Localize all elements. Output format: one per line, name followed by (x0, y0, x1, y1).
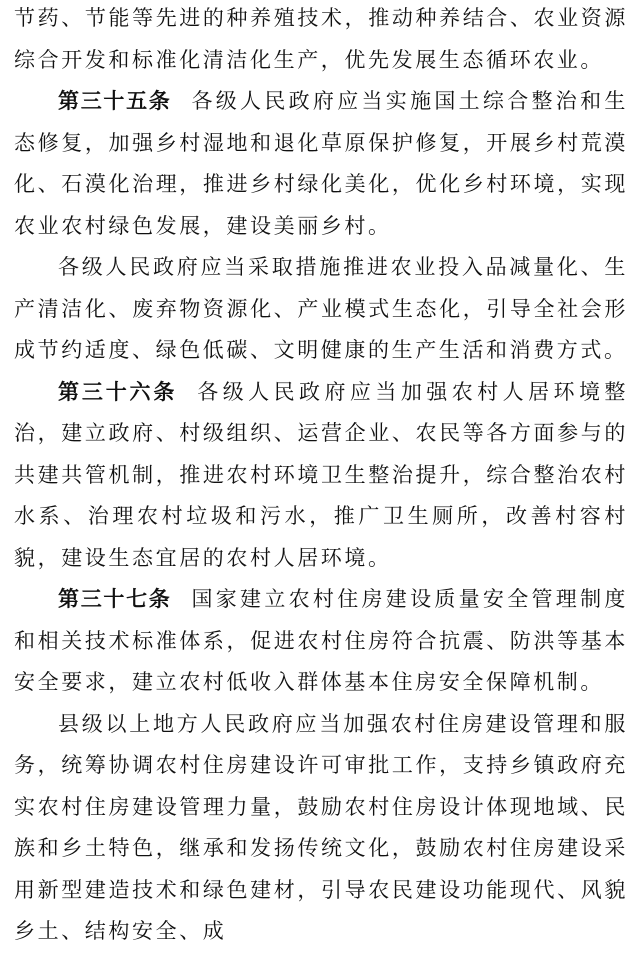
article-37 (14, 579, 628, 704)
paragraph-text: 各级人民政府应当实施国土综合整治和生态修复，加强乡村湿地和退化草原保护修复，开展乡村荒漠化、石漠化治理，推进乡村绿化美化，优化乡村环境，实现农业农村绿色发展，建设美丽乡村。 (14, 89, 628, 238)
article-36 (14, 372, 628, 580)
article-heading: 第三十七条 (58, 587, 172, 611)
paragraph-continued (14, 0, 628, 81)
article-35 (14, 81, 628, 247)
paragraph-text: 县级以上地方人民政府应当加强农村住房建设管理和服务，统筹协调农村住房建设许可审批工作，支持乡镇政府充实农村住房建设管理力量，鼓励农村住房设计体现地域、民族和乡土特色，继承和发扬传统文化，鼓励农村住房建设采用新型建造技术和绿色建材，引导农民建设功能现代、风貌乡土、结构安全、成 (14, 711, 628, 943)
paragraph (14, 704, 628, 953)
article-heading: 第三十六条 (58, 379, 178, 404)
paragraph-text: 节药、节能等先进的种养殖技术，推动种养结合、农业资源综合开发和标准化清洁化生产，优先发展生态循环农业。 (14, 6, 628, 72)
paragraph (14, 247, 628, 372)
paragraph-text: 各级人民政府应当采取措施推进农业投入品减量化、生产清洁化、废弃物资源化、产业模式生态化，引导全社会形成节约适度、绿色低碳、文明健康的生产生活和消费方式。 (14, 255, 628, 362)
document-page (14, 0, 628, 953)
paragraph-text: 各级人民政府应当加强农村人居环境整治，建立政府、村级组织、运营企业、农民等各方面参与的共建共管机制，推进农村环境卫生整治提升，综合整治农村水系、治理农村垃圾和污水，推广卫生厕所，改善村容村貌，建设生态宜居的农村人居环境。 (14, 379, 629, 570)
paragraph-text: 国家建立农村住房建设质量安全管理制度和相关技术标准体系，促进农村住房符合抗震、防洪等基本安全要求，建立农村低收入群体基本住房安全保障机制。 (14, 587, 628, 694)
article-heading: 第三十五条 (58, 89, 172, 113)
